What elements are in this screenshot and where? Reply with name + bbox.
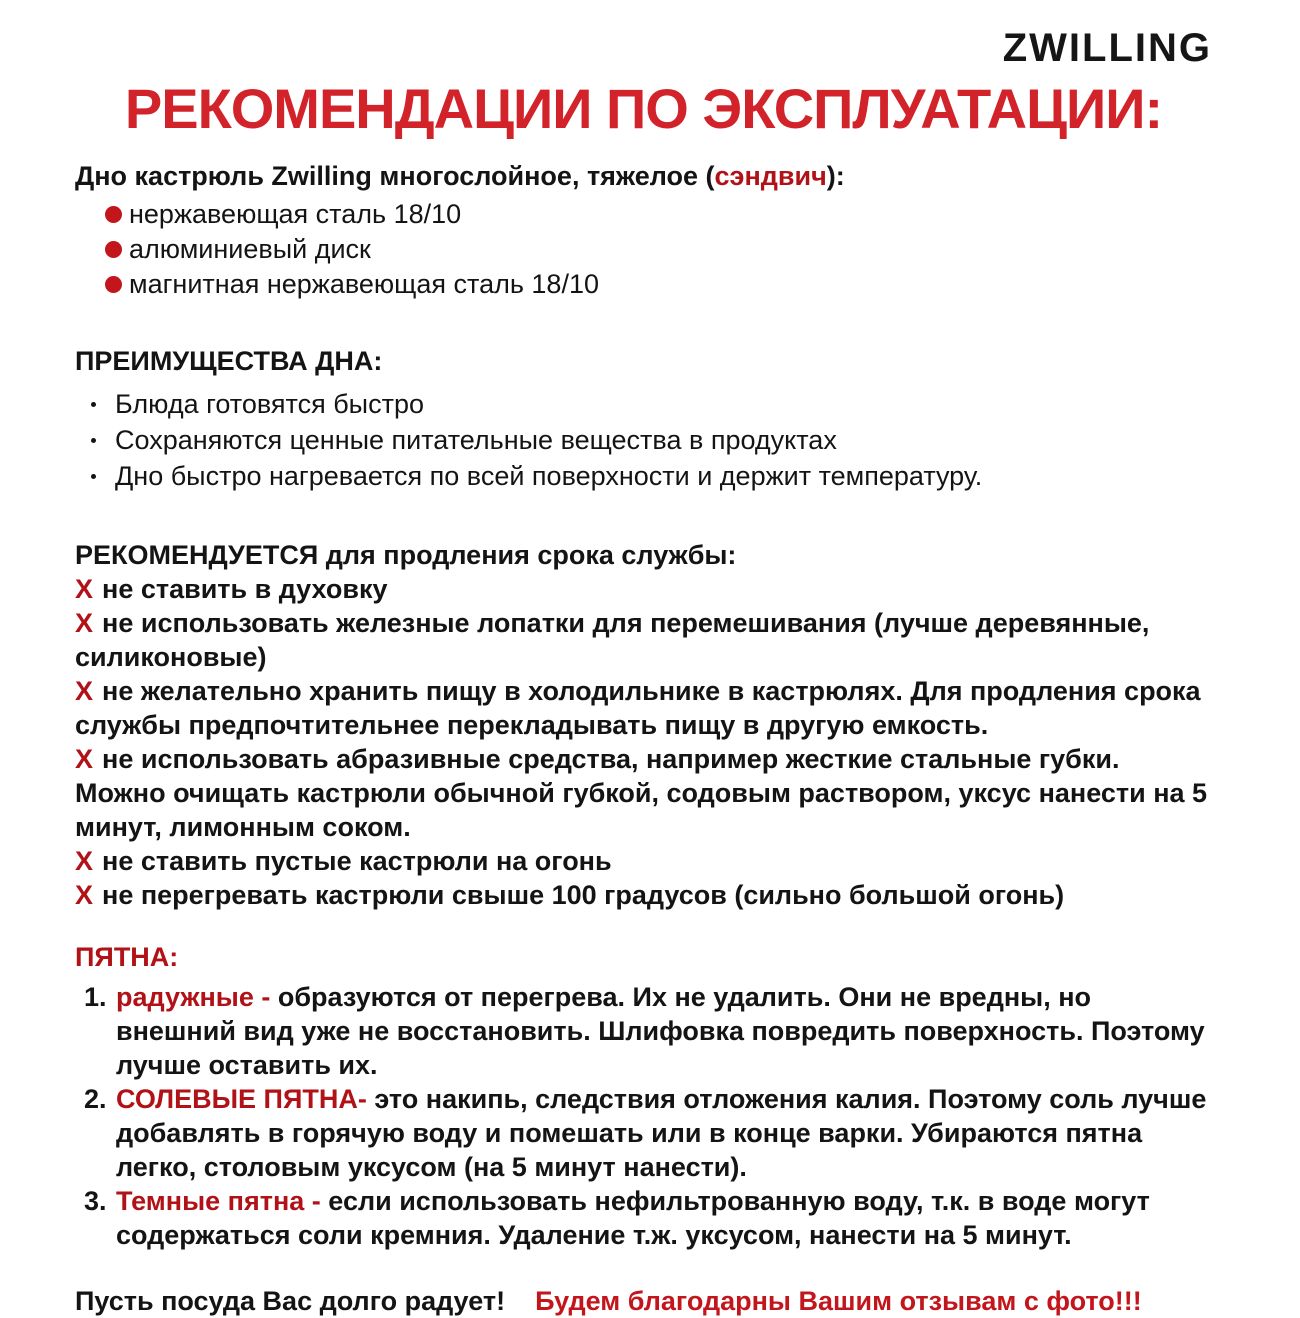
recommendation-item [75, 606, 1212, 674]
dot-bullet-icon [91, 438, 96, 443]
advantages-list [75, 386, 1212, 494]
list-item-label: Дно быстро нагревается по всей поверхности и держит температуру. [115, 460, 983, 491]
stains-heading: ПЯТНА: [75, 941, 179, 972]
list-item [75, 386, 1212, 422]
recommendation-text: не ставить пустые кастрюли на огонь [102, 845, 612, 876]
recommendation-item [75, 844, 1212, 878]
recommendation-text: не использовать абразивные средства, например жесткие стальные губки. Можно очищать кастрюли обычной губкой, содовым раствором, уксус нанести на 5 минут, лимонным соком. [75, 743, 1208, 842]
x-mark-icon: Х [75, 573, 94, 604]
stain-text: образуются от перегрева. Их не удалить. Они не вредны, но внешний вид уже не восстановить. Шлифовка повредить поверхность. Поэтому лучше оставить их. [116, 981, 1205, 1080]
stain-item [75, 1184, 1212, 1252]
x-mark-icon: Х [75, 845, 94, 876]
stain-term: радужные - [116, 981, 278, 1012]
list-item [105, 197, 1212, 232]
x-mark-icon: Х [75, 607, 94, 638]
list-item [75, 422, 1212, 458]
stain-term: СОЛЕВЫЕ ПЯТНА- [116, 1083, 375, 1114]
stain-term: Темные пятна - [116, 1185, 329, 1216]
stain-number: 1. [84, 981, 107, 1012]
list-item-label: Блюда готовятся быстро [115, 388, 424, 419]
stain-number: 3. [84, 1185, 107, 1216]
intro-prefix: Дно кастрюль Zwilling многослойное, тяжелое ( [75, 160, 715, 191]
stain-item [75, 980, 1212, 1082]
footer-wish: Пусть посуда Вас долго радует! [75, 1285, 506, 1316]
intro-highlight: сэндвич [714, 160, 827, 191]
bottom-layers-list [75, 197, 1212, 302]
recommendation-text: не использовать железные лопатки для перемешивания (лучше деревянные, силиконовые) [75, 607, 1150, 672]
stain-number: 2. [84, 1083, 107, 1114]
stains-list [75, 980, 1212, 1252]
list-item-label: нержавеющая сталь 18/10 [129, 198, 462, 229]
recommendation-text: не ставить в духовку [102, 573, 388, 604]
x-mark-icon: Х [75, 675, 94, 706]
recommendation-item [75, 572, 1212, 606]
recommendation-item [75, 674, 1212, 742]
list-item-label: магнитная нержавеющая сталь 18/10 [129, 268, 599, 299]
dot-bullet-icon [91, 474, 96, 479]
stain-item [75, 1082, 1212, 1184]
footer-review-request: Будем благодарны Вашим отзывам с фото!!! [535, 1285, 1142, 1316]
recommendation-text: не желательно хранить пищу в холодильнике в кастрюлях. Для продления срока службы предпочтительнее перекладывать пищу в другую емкость. [75, 675, 1201, 740]
recommendations-heading: РЕКОМЕНДУЕТСЯ для продления срока службы: [75, 539, 737, 570]
list-item-label: Сохраняются ценные питательные вещества в продуктах [115, 424, 837, 455]
list-item [105, 267, 1212, 302]
list-item [75, 458, 1212, 494]
page-title: РЕКОМЕНДАЦИИ ПО ЭКСПЛУАТАЦИИ: [124, 77, 1163, 140]
red-bullet-icon [105, 241, 122, 258]
footer-line [75, 1284, 1212, 1318]
red-bullet-icon [105, 276, 122, 293]
recommendation-item [75, 878, 1212, 912]
recommendation-text: не перегревать кастрюли свыше 100 градусов (сильно большой огонь) [102, 879, 1065, 910]
intro-line [75, 159, 1212, 193]
dot-bullet-icon [91, 402, 96, 407]
advantages-heading: ПРЕИМУЩЕСТВА ДНА: [75, 345, 383, 376]
intro-suffix: ): [826, 160, 845, 191]
x-mark-icon: Х [75, 879, 94, 910]
recommendation-item [75, 742, 1212, 844]
red-bullet-icon [105, 206, 122, 223]
list-item-label: алюминиевый диск [129, 233, 371, 264]
zwilling-logo: ZWILLING [1002, 26, 1212, 70]
stain-text: это накипь, следствия отложения калия. Поэтому соль лучше добавлять в горячую воду и помешать или в конце варки. Убираются пятна легко, столовым уксусом (на 5 минут нанести). [116, 1083, 1207, 1182]
x-mark-icon: Х [75, 743, 94, 774]
list-item [105, 232, 1212, 267]
stain-text: если использовать нефильтрованную воду, т.к. в воде могут содержаться соли кремния. Удаление т.ж. уксусом, нанести на 5 минут. [116, 1185, 1150, 1250]
